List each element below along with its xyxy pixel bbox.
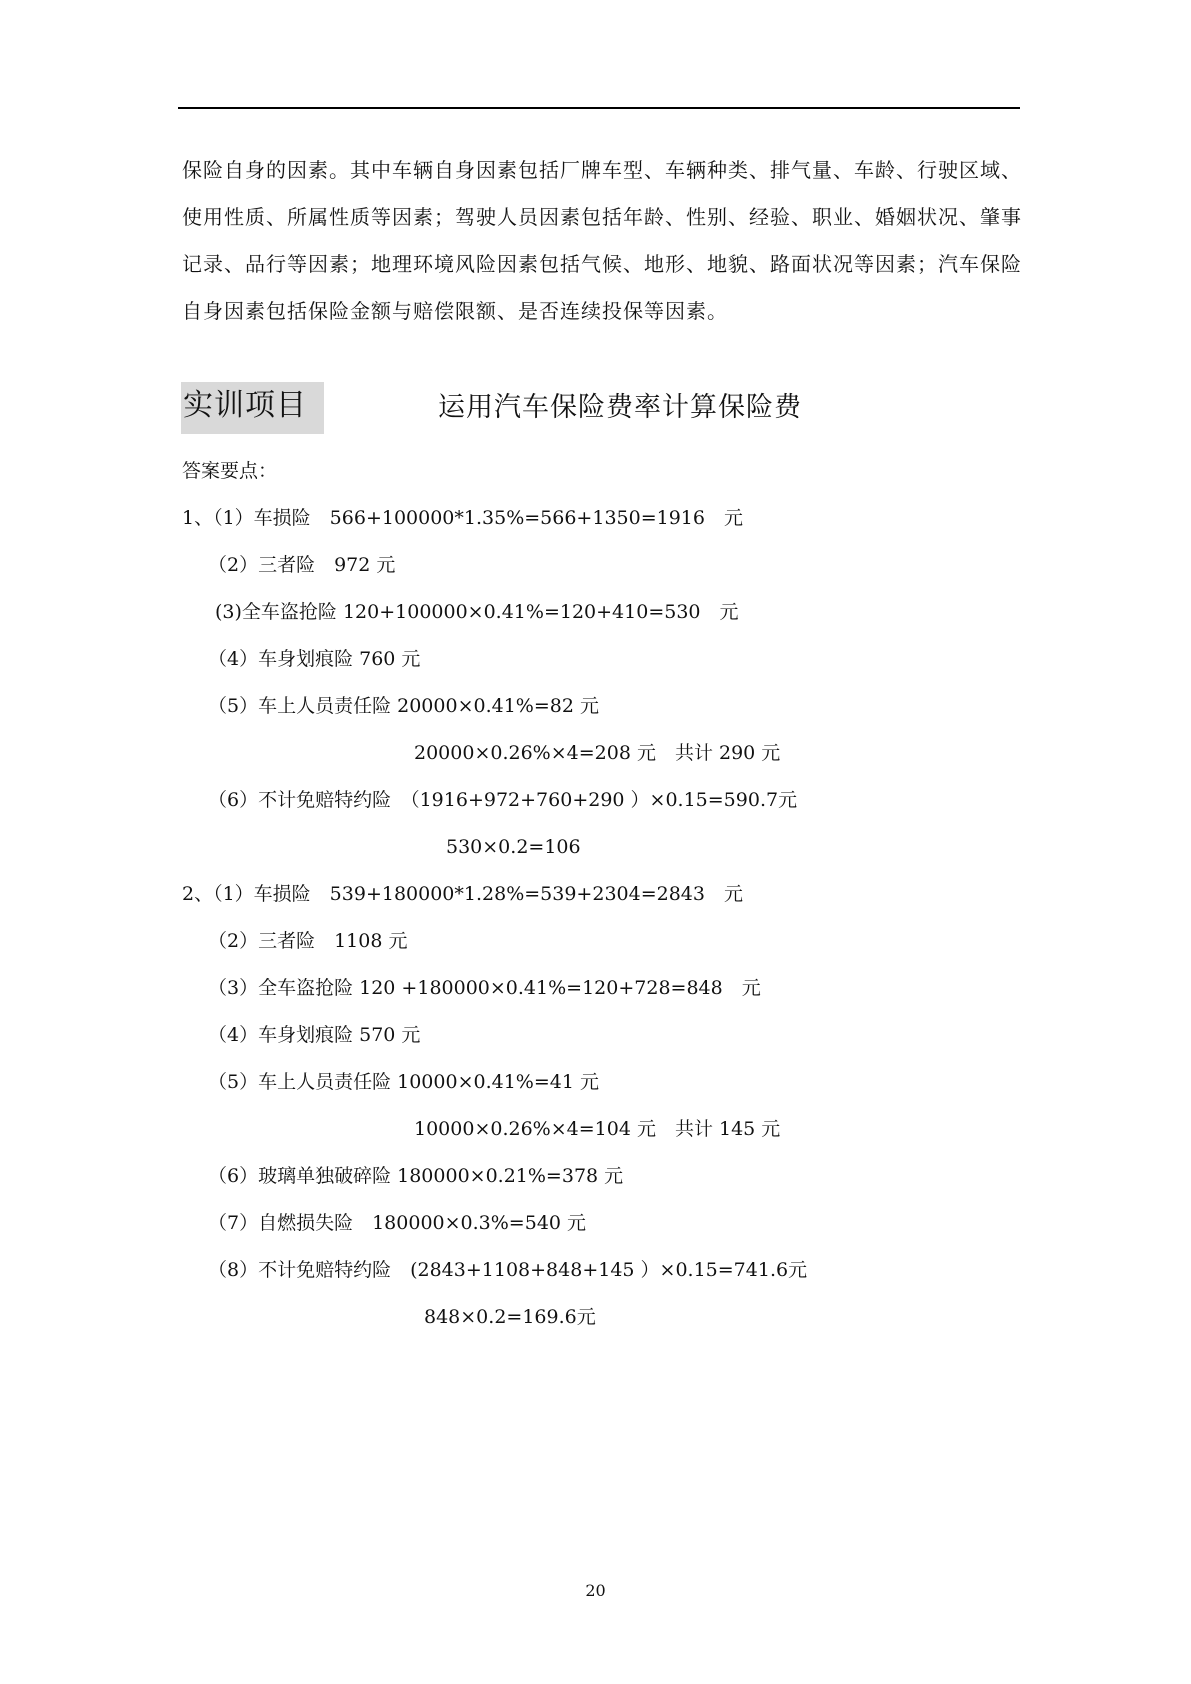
q1-passenger-total: 20000×0.26%×4=208 元 共计 290 元 — [414, 742, 781, 764]
q1-deductible-waiver: （6）不计免赔特约险 （1916+972+760+290 ）×0.15=590.7元 — [208, 789, 798, 811]
q1-scratch: （4）车身划痕险 760 元 — [208, 648, 421, 670]
section-label: 实训项目 — [181, 382, 324, 434]
q2-third-party: （2）三者险 1108 元 — [208, 930, 408, 952]
section-title: 运用汽车保险费率计算保险费 — [438, 392, 802, 423]
paragraph-line: 保险自身的因素。其中车辆自身因素包括厂牌车型、车辆种类、排气量、车龄、行驶区域、 — [182, 158, 1022, 182]
intro-paragraph — [182, 152, 1022, 340]
header-rule — [178, 107, 1020, 109]
q2-self-ignition: （7）自燃损失险 180000×0.3%=540 元 — [208, 1212, 587, 1234]
q1-deductible-extra: 530×0.2=106 — [446, 836, 581, 858]
paragraph-line: 自身因素包括保险金额与赔偿限额、是否连续投保等因素。 — [182, 299, 728, 323]
q2-car-damage: 2、（1）车损险 539+180000*1.28%=539+2304=2843 元 — [182, 883, 743, 905]
answer-heading: 答案要点： — [182, 460, 278, 482]
q2-passenger-liability: （5）车上人员责任险 10000×0.41%=41 元 — [208, 1071, 599, 1093]
q1-theft: (3)全车盗抢险 120+100000×0.41%=120+410=530 元 — [215, 601, 739, 623]
q1-third-party: （2）三者险 972 元 — [208, 554, 396, 576]
q1-passenger-liability: （5）车上人员责任险 20000×0.41%=82 元 — [208, 695, 599, 717]
q2-deductible-waiver: （8）不计免赔特约险 (2843+1108+848+145 ）×0.15=741.6元 — [208, 1259, 808, 1281]
q2-theft: （3）全车盗抢险 120 +180000×0.41%=120+728=848 元 — [208, 977, 761, 999]
paragraph-line: 使用性质、所属性质等因素；驾驶人员因素包括年龄、性别、经验、职业、婚姻状况、肇事 — [182, 205, 1022, 229]
q2-passenger-total: 10000×0.26%×4=104 元 共计 145 元 — [414, 1118, 781, 1140]
q2-scratch: （4）车身划痕险 570 元 — [208, 1024, 421, 1046]
page-number: 20 — [585, 1581, 606, 1600]
q2-deductible-extra: 848×0.2=169.6元 — [424, 1306, 596, 1328]
q2-glass: （6）玻璃单独破碎险 180000×0.21%=378 元 — [208, 1165, 624, 1187]
paragraph-line: 记录、品行等因素；地理环境风险因素包括气候、地形、地貌、路面状况等因素；汽车保险 — [182, 252, 1022, 276]
q1-car-damage: 1、（1）车损险 566+100000*1.35%=566+1350=1916 元 — [182, 507, 743, 529]
